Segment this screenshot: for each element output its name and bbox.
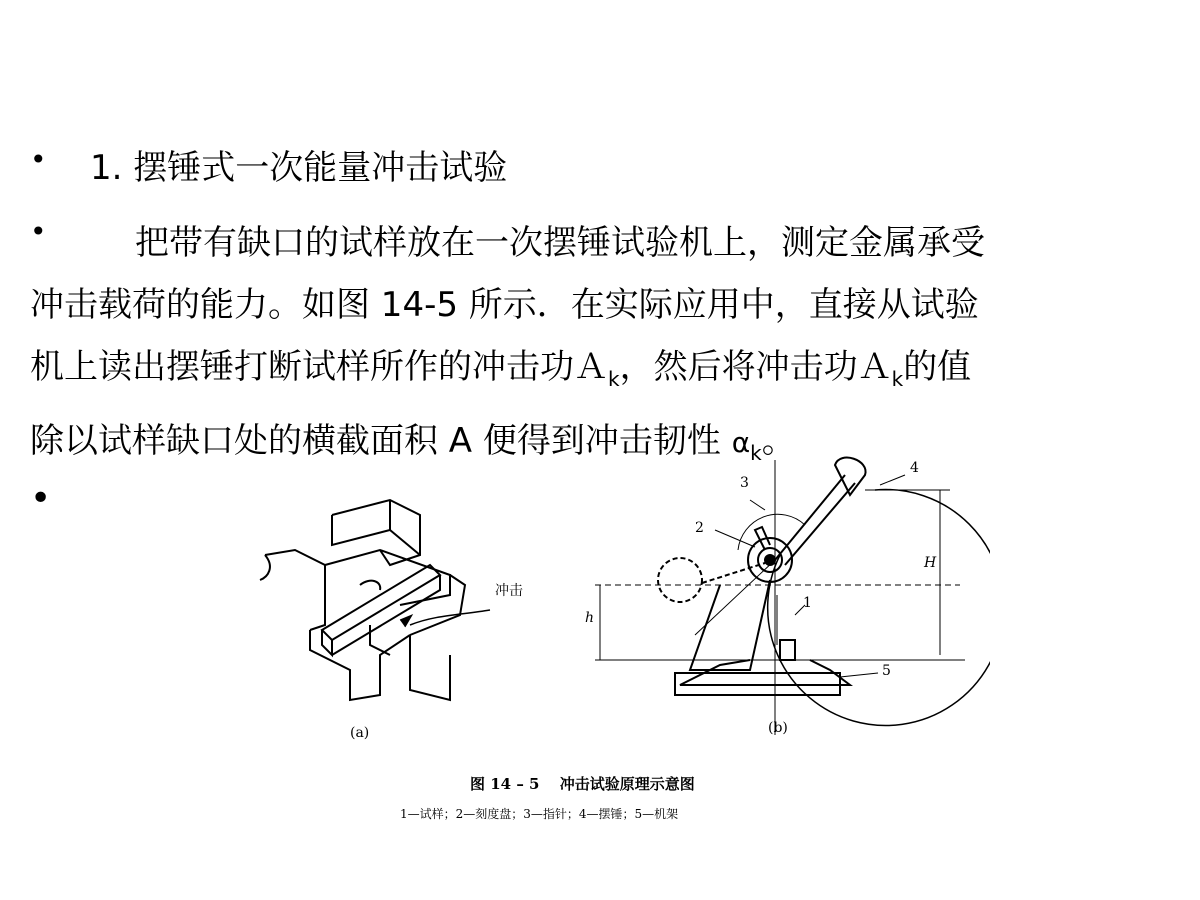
impact-test-figure — [250, 455, 990, 835]
section-heading: 1. 摆锤式一次能量冲击试验 — [90, 148, 508, 188]
figure-drawing — [250, 455, 990, 755]
bullet-3: • — [30, 478, 52, 519]
pendulum-tester-drawing — [595, 458, 990, 735]
callout-2: 2 — [695, 520, 704, 536]
figure-caption: 图 14 – 5 冲击试验原理示意图 — [470, 775, 695, 793]
subscript-k-3: k — [750, 441, 762, 465]
para-line-3a: 机上读出摆锤打断试样所作的冲击功Ａ — [30, 347, 608, 387]
para-line-4a: 除以试样缺口处的横截面积 A 便得到冲击韧性 — [30, 421, 732, 461]
callout-5: 5 — [882, 663, 891, 679]
callout-3: 3 — [740, 475, 749, 491]
specimen-fixture-drawing — [260, 500, 490, 700]
para-line-3c: 的值 — [903, 347, 972, 387]
subfigure-a-label: (a) — [350, 725, 370, 741]
callout-4: 4 — [910, 460, 919, 476]
para-line-3b: ，然后将冲击功Ａ — [619, 347, 892, 387]
bullet-2: • — [30, 215, 47, 248]
subfigure-b-label: (b) — [768, 720, 788, 736]
bullet-1: • — [30, 143, 47, 176]
figure-legend: 1—试样；2—刻度盘；3—指针；4—摆锤；5—机架 — [400, 807, 679, 821]
alpha-symbol: α — [731, 426, 751, 459]
para-line-1: 把带有缺口的试样放在一次摆锤试验机上，测定金属承受 — [135, 223, 985, 263]
subscript-k-2: k — [891, 367, 904, 391]
para-line-4c: 。 — [761, 421, 796, 461]
callout-1: 1 — [803, 595, 812, 611]
h-height-label: h — [585, 610, 595, 626]
H-height-label: H — [924, 555, 937, 571]
subscript-k-1: k — [608, 367, 620, 391]
impact-label: 冲击 — [495, 583, 523, 599]
para-line-2: 冲击载荷的能力。如图 14-5 所示．在实际应用中，直接从试验 — [30, 285, 979, 325]
body-paragraph — [30, 212, 1180, 484]
